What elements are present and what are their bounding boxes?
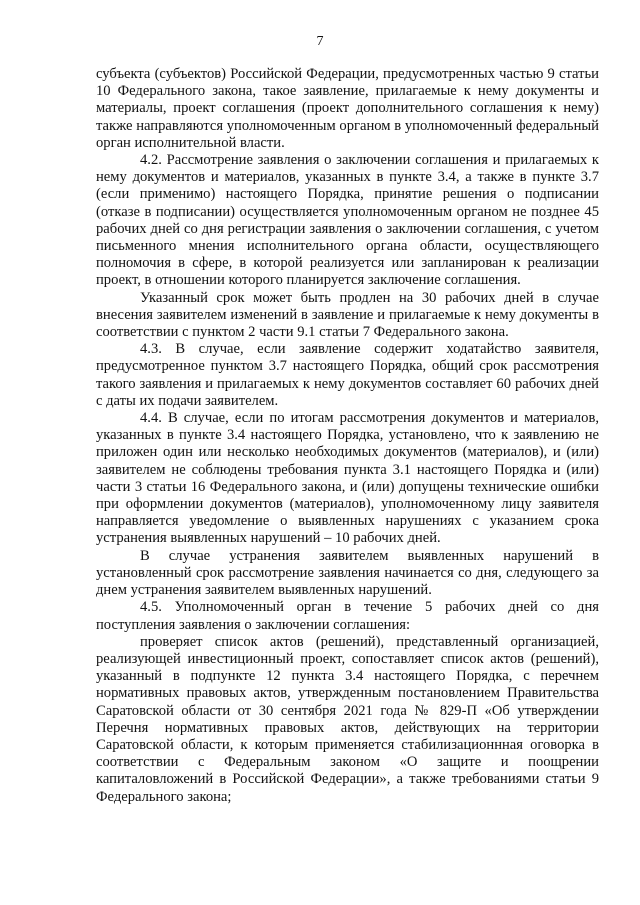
paragraph-4-4: 4.4. В случае, если по итогам рассмотрения документов и материалов, указанных в пункте 3.4 настоящего Порядка, установлено, что к заявлению не приложен один или несколько необходимых документов (материалов), и (или) заявителем не соблюдены требования пункта 3.1 настоящего Порядка и (или) части 3 статьи 16 Федерального закона, и (или) допущены технические ошибки при оформлении документов (материалов), уполномоченному лицу заявителя направляется уведомление о выявленных нарушениях с указанием срока устранения выявленных нарушений – 10 рабочих дней. (96, 410, 599, 547)
page-number: 7 (316, 34, 324, 49)
paragraph-violations-fixed: В случае устранения заявителем выявленных нарушений в установленный срок рассмотрение заявления начинается со дня, следующего за днем устранения заявителем выявленных нарушений. (96, 547, 599, 599)
paragraph-4-2: 4.2. Рассмотрение заявления о заключении соглашения и прилагаемых к нему документов и материалов, указанных в пункте 3.4, а также в пункте 3.7 (если применимо) настоящего Порядка, принятие решения о подписании (отказе в подписании) осуществляется уполномоченным органом не позднее 45 рабочих дней со дня регистрации заявления о заключении соглашения, с учетом письменного мнения исполнительного органа области, осуществляющего полномочия в сфере, в которой реализуется или запланирован к реализации проект, в отношении которого планируется заключение соглашения. (96, 152, 599, 289)
paragraph-term-extension: Указанный срок может быть продлен на 30 рабочих дней в случае внесения заявителем изменений в заявление и прилагаемые к нему документы в соответствии с пунктом 2 части 9.1 статьи 7 Федерального закона. (96, 289, 599, 341)
document-body (96, 66, 599, 806)
paragraph-continuation: субъекта (субъектов) Российской Федерации, предусмотренных частью 9 статьи 10 Федерального закона, такое заявление, прилагаемые к нему документы и материалы, проект соглашения (проект дополнительного соглашения к нему) также направляются уполномоченным органом в уполномоченный федеральный орган исполнительной власти. (96, 66, 599, 151)
paragraph-checks-acts-list: проверяет список актов (решений), представленный организацией, реализующей инвестиционный проект, сопоставляет список актов (решений), указанный в подпункте 12 пункта 3.4 настоящего Порядка, с перечнем нормативных правовых актов, утвержденным постановлением Правительства Саратовской области от 30 сентября 2021 года № 829-П «Об утверждении Перечня нормативных правовых актов, действующих на территории Саратовской области, к которым применяется стабилизационнная оговорка в соответствии с Федеральным законом «О защите и поощрении капиталовложений в Российской Федерации», а также требованиями статьи 9 Федерального закона; (96, 633, 599, 805)
paragraph-4-5: 4.5. Уполномоченный орган в течение 5 рабочих дней со дня поступления заявления о заключении соглашения: (96, 599, 599, 633)
paragraph-4-3: 4.3. В случае, если заявление содержит ходатайство заявителя, предусмотренное пунктом 3.7 настоящего Порядка, общий срок рассмотрения такого заявления и прилагаемых к нему документов составляет 60 рабочих дней с даты их подачи заявителем. (96, 341, 599, 409)
